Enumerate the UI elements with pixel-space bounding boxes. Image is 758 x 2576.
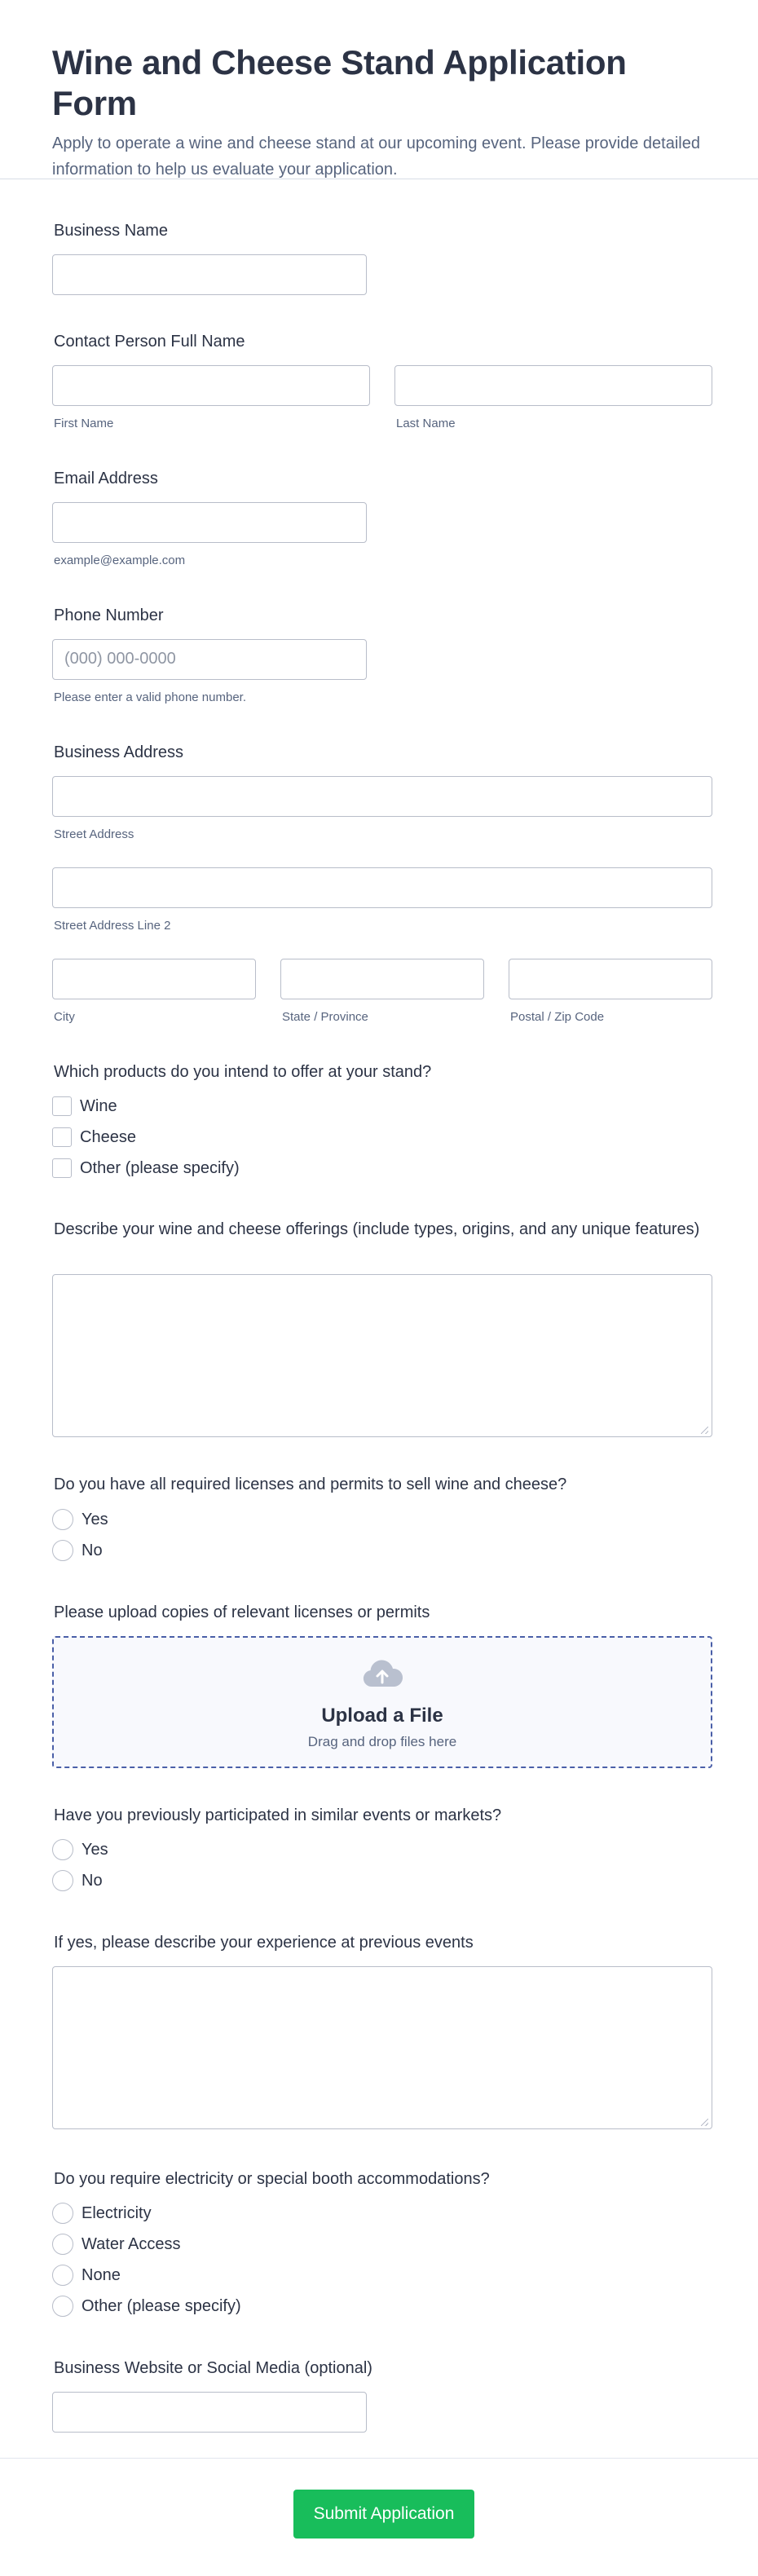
participated-option-no[interactable] <box>52 1869 103 1892</box>
offerings-textarea[interactable] <box>52 1274 712 1437</box>
website-input[interactable] <box>52 2392 367 2433</box>
submit-button[interactable]: Submit Application <box>293 2490 474 2539</box>
zip-input[interactable] <box>509 959 712 999</box>
electricity-option-electricity[interactable] <box>52 2202 152 2225</box>
electricity-option-none[interactable] <box>52 2264 121 2287</box>
first-name-input[interactable] <box>52 365 370 406</box>
cloud-upload-icon <box>362 1659 403 1688</box>
business-name-input[interactable] <box>52 254 367 295</box>
website-label: Business Website or Social Media (optional) <box>54 2359 372 2377</box>
radio[interactable] <box>52 1540 73 1561</box>
file-upload-dropzone[interactable] <box>52 1636 712 1768</box>
phone-input[interactable] <box>52 639 367 680</box>
option-label: No <box>82 1871 103 1890</box>
option-label: Yes <box>82 1510 108 1528</box>
city-input[interactable] <box>52 959 256 999</box>
radio[interactable] <box>52 2234 73 2255</box>
street-address-2-input[interactable] <box>52 867 712 908</box>
experience-label: If yes, please describe your experience at previous events <box>54 1934 474 1952</box>
resize-grip-icon[interactable] <box>701 1427 708 1434</box>
radio[interactable] <box>52 1509 73 1530</box>
electricity-label: Do you require electricity or special booth accommodations? <box>54 2170 490 2188</box>
contact-name-label: Contact Person Full Name <box>54 333 245 351</box>
radio[interactable] <box>52 2265 73 2286</box>
street-address-input[interactable] <box>52 776 712 817</box>
zip-sublabel: Postal / Zip Code <box>510 1010 605 1024</box>
upload-subtitle: Drag and drop files here <box>307 1734 457 1749</box>
phone-placeholder: (000) 000-0000 <box>64 650 176 668</box>
option-label: Other (please specify) <box>80 1158 240 1177</box>
option-label: None <box>82 2265 121 2284</box>
participated-label: Have you previously participated in similar events or markets? <box>54 1806 502 1824</box>
option-label: Cheese <box>80 1127 136 1146</box>
form-title: Wine and Cheese Stand Application Form <box>52 43 627 122</box>
street-address-sublabel: Street Address <box>54 827 134 841</box>
electricity-option-other[interactable] <box>52 2295 241 2318</box>
state-input[interactable] <box>280 959 484 999</box>
phone-sublabel: Please enter a valid phone number. <box>54 690 246 704</box>
first-name-sublabel: First Name <box>54 417 114 430</box>
checkbox[interactable] <box>52 1096 72 1116</box>
email-input[interactable] <box>52 502 367 543</box>
product-option-cheese[interactable] <box>52 1126 136 1149</box>
participated-option-yes[interactable] <box>52 1838 108 1861</box>
option-label: Wine <box>80 1096 117 1115</box>
option-label: Electricity <box>82 2203 152 2222</box>
option-label: No <box>82 1541 103 1559</box>
form-footer <box>0 2458 758 2576</box>
product-option-other[interactable] <box>52 1157 240 1180</box>
product-option-wine[interactable] <box>52 1095 117 1118</box>
licenses-option-no[interactable] <box>52 1539 103 1562</box>
option-label: Water Access <box>82 2234 181 2253</box>
form-description: Apply to operate a wine and cheese stand at our upcoming event. Please provide detailed information to help us evaluate your application. <box>52 135 700 179</box>
upload-title: Upload a File <box>321 1705 443 1727</box>
business-name-label: Business Name <box>54 222 169 240</box>
state-sublabel: State / Province <box>282 1010 368 1024</box>
licenses-option-yes[interactable] <box>52 1508 108 1531</box>
last-name-sublabel: Last Name <box>396 417 456 430</box>
option-label: Other (please specify) <box>82 2296 241 2315</box>
offerings-label: Describe your wine and cheese offerings (include types, origins, and any unique features) <box>54 1220 700 1238</box>
form-header <box>0 0 758 179</box>
last-name-input[interactable] <box>394 365 712 406</box>
option-label: Yes <box>82 1840 108 1859</box>
radio[interactable] <box>52 1839 73 1860</box>
radio[interactable] <box>52 2203 73 2224</box>
street-address-2-sublabel: Street Address Line 2 <box>54 919 171 933</box>
upload-label: Please upload copies of relevant licenses or permits <box>54 1603 430 1621</box>
experience-textarea[interactable] <box>52 1966 712 2129</box>
city-sublabel: City <box>54 1010 75 1024</box>
radio[interactable] <box>52 2296 73 2317</box>
email-label: Email Address <box>54 470 158 487</box>
licenses-label: Do you have all required licenses and permits to sell wine and cheese? <box>54 1475 567 1493</box>
radio[interactable] <box>52 1870 73 1891</box>
address-label: Business Address <box>54 743 183 761</box>
checkbox[interactable] <box>52 1158 72 1178</box>
electricity-option-water[interactable] <box>52 2233 181 2256</box>
products-label: Which products do you intend to offer at your stand? <box>54 1063 432 1081</box>
phone-label: Phone Number <box>54 607 164 624</box>
resize-grip-icon[interactable] <box>701 2119 708 2126</box>
email-sublabel: example@example.com <box>54 554 186 567</box>
checkbox[interactable] <box>52 1127 72 1147</box>
